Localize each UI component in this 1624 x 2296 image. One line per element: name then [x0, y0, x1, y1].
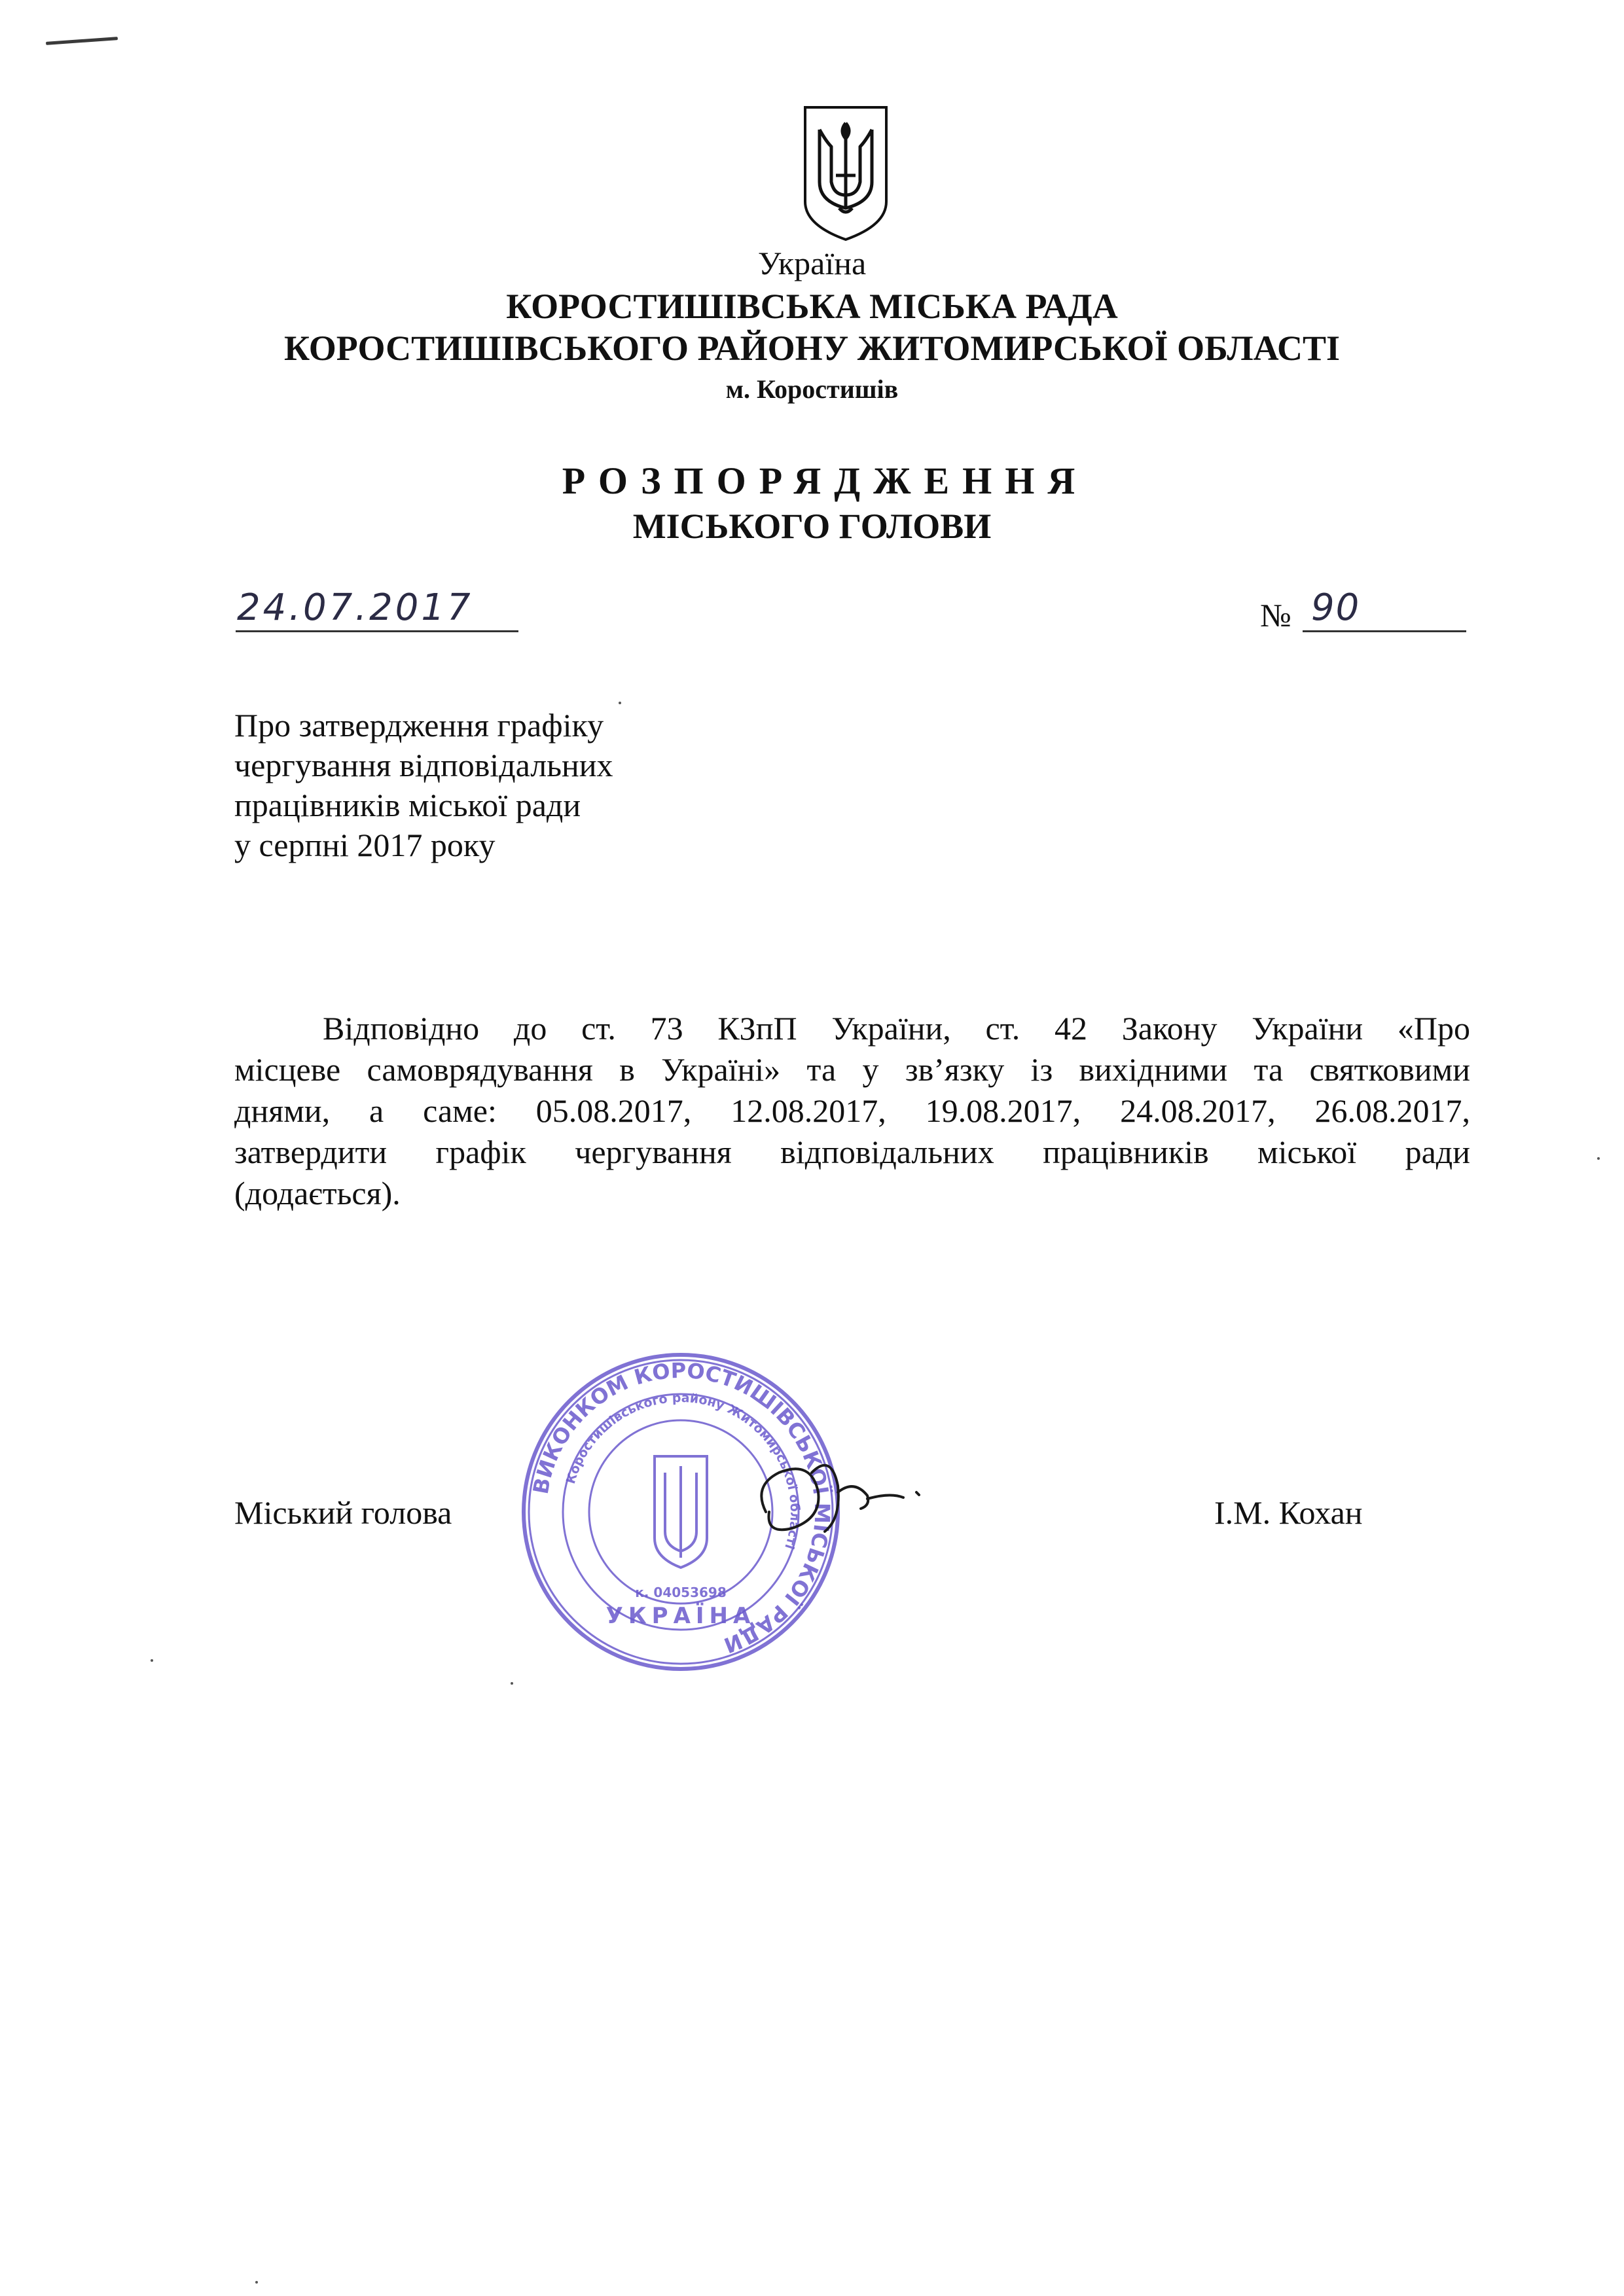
scan-speck — [255, 2281, 258, 2284]
subject-line: чергування відповідальних — [234, 747, 613, 783]
signatory-role: Міський голова — [234, 1494, 452, 1531]
number-label: № — [1260, 597, 1291, 634]
body-line: Відповідно до ст. 73 КЗпП України, ст. 42 Закону України «Про — [323, 1010, 1470, 1047]
document-body — [234, 1008, 1470, 1214]
scan-mark — [46, 37, 118, 45]
body-line: місцеве самоврядування в Україні» та у зв’язку із вихідними та святковими — [234, 1051, 1470, 1088]
body-line: (додається). — [234, 1175, 401, 1211]
body-line: днями, а саме: 05.08.2017, 12.08.2017, 19.08.2017, 24.08.2017, 26.08.2017, — [234, 1092, 1470, 1129]
document-type: РОЗПОРЯДЖЕННЯ — [562, 459, 1089, 502]
trident-emblem-icon — [800, 103, 892, 242]
scan-speck — [151, 1659, 153, 1662]
svg-text:ВИКОНКОМ КОРОСТИШІВСЬКОЇ МІСЬК: ВИКОНКОМ КОРОСТИШІВСЬКОЇ МІСЬКОЇ РАДИ — [528, 1357, 835, 1659]
document-subtitle: МІСЬКОГО ГОЛОВИ — [632, 507, 992, 546]
document-date: 24.07.2017 — [237, 586, 473, 629]
council-name: КОРОСТИШІВСЬКА МІСЬКА РАДА — [506, 287, 1118, 326]
document-subject — [234, 706, 613, 865]
svg-text:УКРАЇНА: УКРАЇНА — [605, 1603, 756, 1629]
svg-text:к. 04053698: к. 04053698 — [635, 1585, 727, 1600]
scan-speck — [1597, 1157, 1600, 1160]
district-name: КОРОСТИШІВСЬКОГО РАЙОНУ ЖИТОМИРСЬКОЇ ОБЛАСТІ — [283, 329, 1340, 368]
body-line: затвердити графік чергування відповідальних працівників міської ради — [234, 1134, 1470, 1170]
scan-speck — [619, 702, 621, 704]
country-name: Україна — [757, 245, 867, 281]
scan-speck — [511, 1682, 513, 1685]
handwritten-signature — [740, 1446, 949, 1551]
subject-line: працівників міської ради — [234, 787, 581, 823]
signatory-name: І.М. Кохан — [1214, 1494, 1363, 1531]
subject-line: у серпні 2017 року — [234, 827, 496, 863]
document-number: 90 — [1311, 586, 1361, 629]
subject-line: Про затвердження графіку — [234, 707, 604, 744]
svg-text:Коростишівського району Житоми: Коростишівського району Житомирської області — [563, 1390, 803, 1551]
city-name: м. Коростишів — [725, 374, 899, 404]
date-underline — [236, 630, 518, 632]
number-underline — [1303, 630, 1466, 632]
